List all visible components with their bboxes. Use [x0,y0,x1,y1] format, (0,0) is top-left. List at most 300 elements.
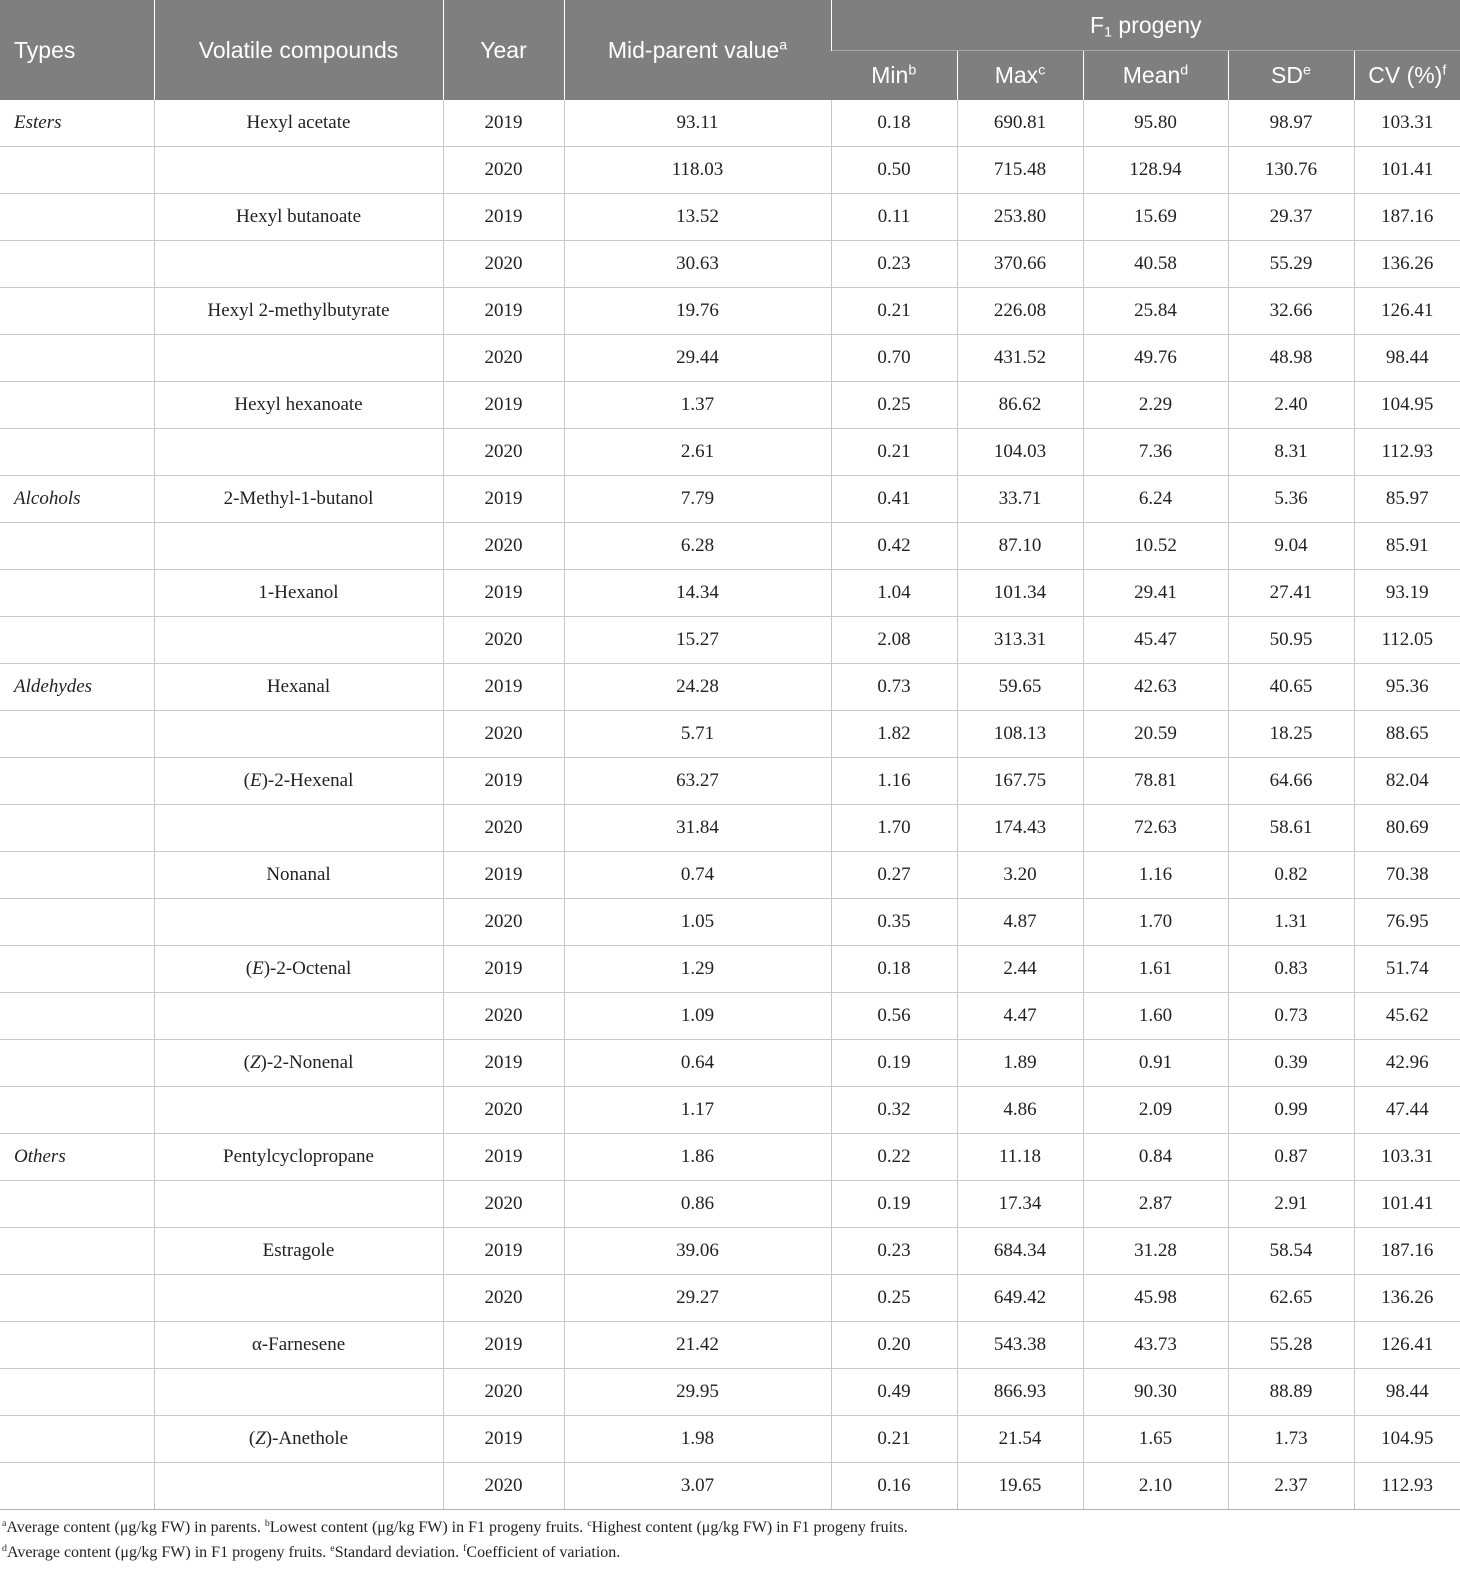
cell-type [0,1275,154,1322]
cell-min: 0.32 [831,1087,957,1134]
cell-sd: 58.54 [1228,1228,1354,1275]
footnote-text: Coefficient of variation. [466,1544,621,1561]
cell-mean: 15.69 [1083,194,1228,241]
cell-compound [154,429,443,476]
cell-year: 2020 [443,617,564,664]
compound-stereo-descriptor: Z [255,1428,266,1449]
header-f1-label: F [1090,11,1105,38]
cell-mean: 2.10 [1083,1463,1228,1510]
cell-mean: 1.61 [1083,946,1228,993]
header-max [957,51,1083,101]
header-min-label: Min [871,62,909,88]
compound-name: Hexyl butanoate [235,206,362,227]
footnote-line-2 [2,1540,1460,1565]
footnote-marker-f: f [1442,62,1447,79]
cell-sd: 0.87 [1228,1134,1354,1181]
cell-min: 0.50 [831,147,957,194]
cell-mid-parent-value: 29.27 [564,1275,831,1322]
cell-mean: 2.09 [1083,1087,1228,1134]
cell-sd: 0.99 [1228,1087,1354,1134]
cell-compound [154,852,443,899]
cell-mean: 6.24 [1083,476,1228,523]
cell-sd: 0.73 [1228,993,1354,1040]
cell-year: 2020 [443,241,564,288]
cell-min: 0.27 [831,852,957,899]
cell-sd: 88.89 [1228,1369,1354,1416]
cell-compound [154,1228,443,1275]
table-row [0,899,1460,946]
cell-type: Others [0,1134,154,1181]
cell-mid-parent-value: 21.42 [564,1322,831,1369]
cell-type [0,1040,154,1087]
header-min [831,51,957,101]
table-row [0,852,1460,899]
table-row [0,429,1460,476]
cell-min: 0.42 [831,523,957,570]
cell-type: Aldehydes [0,664,154,711]
cell-max: 174.43 [957,805,1083,852]
cell-year: 2019 [443,194,564,241]
cell-mean: 20.59 [1083,711,1228,758]
cell-max: 101.34 [957,570,1083,617]
cell-year: 2020 [443,335,564,382]
cell-sd: 55.29 [1228,241,1354,288]
cell-year: 2020 [443,805,564,852]
cell-mean: 95.80 [1083,100,1228,147]
cell-cv: 80.69 [1354,805,1460,852]
cell-mean: 1.60 [1083,993,1228,1040]
table-row [0,241,1460,288]
header-max-label: Max [994,62,1039,88]
compound-stereo-descriptor: Z [249,1052,261,1073]
cell-mid-parent-value: 118.03 [564,147,831,194]
cell-sd: 58.61 [1228,805,1354,852]
compound-prefix: ( [245,958,253,979]
cell-max: 108.13 [957,711,1083,758]
cell-type [0,711,154,758]
header-volatile-compounds: Volatile compounds [154,0,443,100]
cell-mean: 31.28 [1083,1228,1228,1275]
cell-compound [154,1040,443,1087]
cell-max: 431.52 [957,335,1083,382]
cell-mid-parent-value: 0.64 [564,1040,831,1087]
cell-cv: 187.16 [1354,194,1460,241]
footnote-marker: e [330,1543,335,1555]
cell-mean: 25.84 [1083,288,1228,335]
cell-min: 0.16 [831,1463,957,1510]
cell-min: 0.56 [831,993,957,1040]
cell-min: 0.35 [831,899,957,946]
cell-compound [154,993,443,1040]
cell-cv: 98.44 [1354,335,1460,382]
cell-type [0,147,154,194]
cell-mean: 40.58 [1083,241,1228,288]
cell-sd: 98.97 [1228,100,1354,147]
cell-min: 0.73 [831,664,957,711]
compound-stereo-descriptor: E [249,770,262,791]
cell-type [0,1087,154,1134]
compound-prefix: ( [243,770,250,791]
table-row [0,1369,1460,1416]
header-cv-label: CV (%) [1368,62,1443,88]
cell-mean: 10.52 [1083,523,1228,570]
cell-max: 1.89 [957,1040,1083,1087]
cell-sd: 1.73 [1228,1416,1354,1463]
cell-cv: 112.05 [1354,617,1460,664]
cell-compound [154,288,443,335]
cell-type [0,852,154,899]
cell-compound [154,382,443,429]
cell-year: 2020 [443,899,564,946]
footnote-marker: a [2,1518,7,1530]
table-row [0,758,1460,805]
cell-year: 2019 [443,570,564,617]
compound-name: α-Farnesene [251,1334,346,1355]
cell-sd: 8.31 [1228,429,1354,476]
cell-mid-parent-value: 1.98 [564,1416,831,1463]
cell-mean: 1.65 [1083,1416,1228,1463]
cell-mid-parent-value: 29.44 [564,335,831,382]
cell-max: 4.47 [957,993,1083,1040]
cell-mean: 78.81 [1083,758,1228,805]
table-row [0,100,1460,147]
cell-type [0,241,154,288]
footnote-marker: d [2,1543,7,1555]
cell-sd: 2.91 [1228,1181,1354,1228]
cell-sd: 2.40 [1228,382,1354,429]
cell-type [0,194,154,241]
cell-sd: 55.28 [1228,1322,1354,1369]
cell-min: 1.16 [831,758,957,805]
cell-max: 649.42 [957,1275,1083,1322]
cell-cv: 85.91 [1354,523,1460,570]
cell-sd: 50.95 [1228,617,1354,664]
cell-cv: 85.97 [1354,476,1460,523]
cell-cv: 136.26 [1354,241,1460,288]
table-row [0,1416,1460,1463]
cell-compound [154,805,443,852]
cell-sd: 130.76 [1228,147,1354,194]
cell-min: 0.70 [831,335,957,382]
cell-type [0,523,154,570]
header-mid-parent-label: Mid-parent value [607,36,780,63]
cell-min: 1.70 [831,805,957,852]
cell-mean: 42.63 [1083,664,1228,711]
cell-mean: 43.73 [1083,1322,1228,1369]
table-row [0,1463,1460,1510]
cell-min: 1.82 [831,711,957,758]
cell-type [0,805,154,852]
cell-mid-parent-value: 31.84 [564,805,831,852]
cell-compound [154,899,443,946]
cell-mean: 128.94 [1083,147,1228,194]
cell-cv: 126.41 [1354,1322,1460,1369]
cell-type [0,429,154,476]
cell-max: 86.62 [957,382,1083,429]
footnote-marker-e: e [1303,62,1311,79]
cell-max: 33.71 [957,476,1083,523]
cell-compound [154,147,443,194]
compound-name: 1-Hexanol [258,582,339,603]
cell-year: 2019 [443,288,564,335]
cell-mean: 45.47 [1083,617,1228,664]
header-mean-label: Mean [1122,62,1181,88]
cell-compound [154,476,443,523]
cell-type [0,1416,154,1463]
cell-mean: 2.29 [1083,382,1228,429]
cell-mid-parent-value: 30.63 [564,241,831,288]
cell-year: 2020 [443,523,564,570]
cell-max: 690.81 [957,100,1083,147]
cell-year: 2020 [443,711,564,758]
cell-compound [154,1416,443,1463]
footnote-text: Standard deviation. [334,1544,464,1561]
cell-mid-parent-value: 14.34 [564,570,831,617]
cell-compound [154,241,443,288]
cell-sd: 40.65 [1228,664,1354,711]
cell-min: 0.19 [831,1181,957,1228]
cell-mid-parent-value: 1.37 [564,382,831,429]
cell-mid-parent-value: 19.76 [564,288,831,335]
cell-mean: 1.16 [1083,852,1228,899]
cell-sd: 0.39 [1228,1040,1354,1087]
cell-type [0,1369,154,1416]
cell-year: 2019 [443,100,564,147]
cell-type: Esters [0,100,154,147]
cell-cv: 93.19 [1354,570,1460,617]
cell-type [0,946,154,993]
cell-max: 11.18 [957,1134,1083,1181]
cell-compound [154,946,443,993]
cell-cv: 70.38 [1354,852,1460,899]
cell-cv: 104.95 [1354,1416,1460,1463]
header-mean [1083,51,1228,101]
cell-max: 59.65 [957,664,1083,711]
cell-max: 313.31 [957,617,1083,664]
cell-compound [154,1134,443,1181]
table-row [0,1275,1460,1322]
cell-max: 370.66 [957,241,1083,288]
cell-mid-parent-value: 93.11 [564,100,831,147]
compound-stereo-descriptor: E [252,958,264,979]
footnote-line-1 [2,1515,1460,1540]
cell-min: 0.21 [831,1416,957,1463]
cell-mid-parent-value: 0.86 [564,1181,831,1228]
cell-sd: 0.82 [1228,852,1354,899]
cell-mid-parent-value: 39.06 [564,1228,831,1275]
cell-year: 2020 [443,993,564,1040]
cell-mean: 1.70 [1083,899,1228,946]
cell-mid-parent-value: 1.05 [564,899,831,946]
cell-mean: 49.76 [1083,335,1228,382]
cell-sd: 9.04 [1228,523,1354,570]
cell-type [0,1228,154,1275]
cell-type [0,335,154,382]
cell-min: 0.23 [831,241,957,288]
table-row [0,1228,1460,1275]
footnote-text: Highest content (μg/kg FW) in F1 progeny fruits. [591,1519,908,1536]
cell-cv: 104.95 [1354,382,1460,429]
header-f1-progeny [831,0,1460,51]
cell-year: 2019 [443,1040,564,1087]
cell-year: 2019 [443,1322,564,1369]
cell-compound [154,523,443,570]
cell-min: 0.11 [831,194,957,241]
cell-year: 2020 [443,1087,564,1134]
cell-type [0,993,154,1040]
cell-compound [154,570,443,617]
cell-cv: 103.31 [1354,1134,1460,1181]
cell-year: 2019 [443,852,564,899]
cell-max: 4.87 [957,899,1083,946]
table-header [0,0,1460,100]
table-row [0,1322,1460,1369]
cell-compound [154,1087,443,1134]
table-row [0,288,1460,335]
table-row [0,1181,1460,1228]
table-body [0,100,1460,1510]
cell-min: 0.18 [831,100,957,147]
cell-year: 2019 [443,476,564,523]
footnote-marker-c: c [1038,62,1046,79]
cell-cv: 103.31 [1354,100,1460,147]
cell-min: 0.49 [831,1369,957,1416]
cell-compound [154,1322,443,1369]
table-row [0,664,1460,711]
compound-prefix: ( [248,1428,256,1449]
table-row [0,993,1460,1040]
cell-sd: 62.65 [1228,1275,1354,1322]
cell-sd: 18.25 [1228,711,1354,758]
cell-mid-parent-value: 3.07 [564,1463,831,1510]
cell-year: 2019 [443,1134,564,1181]
cell-sd: 5.36 [1228,476,1354,523]
cell-max: 543.38 [957,1322,1083,1369]
cell-min: 0.25 [831,1275,957,1322]
cell-min: 0.21 [831,429,957,476]
cell-type [0,617,154,664]
compound-name: Pentylcyclopropane [223,1146,374,1167]
cell-min: 0.19 [831,1040,957,1087]
cell-mean: 45.98 [1083,1275,1228,1322]
compound-name: )-2-Nonenal [260,1052,354,1073]
cell-cv: 47.44 [1354,1087,1460,1134]
cell-mid-parent-value: 5.71 [564,711,831,758]
cell-type [0,382,154,429]
compound-prefix: ( [243,1052,250,1073]
cell-max: 715.48 [957,147,1083,194]
cell-year: 2019 [443,1228,564,1275]
table-row [0,382,1460,429]
cell-mid-parent-value: 1.17 [564,1087,831,1134]
cell-year: 2020 [443,429,564,476]
cell-compound [154,711,443,758]
cell-cv: 51.74 [1354,946,1460,993]
cell-type [0,758,154,805]
footnote-marker-a: a [779,36,788,53]
cell-min: 0.41 [831,476,957,523]
cell-cv: 98.44 [1354,1369,1460,1416]
cell-year: 2019 [443,664,564,711]
footnote-text: Average content (μg/kg FW) in parents. [6,1519,265,1536]
cell-mid-parent-value: 24.28 [564,664,831,711]
cell-compound [154,1275,443,1322]
compound-name: Hexyl acetate [246,112,351,133]
footnote-text: Lowest content (μg/kg FW) in F1 progeny fruits. [269,1519,588,1536]
cell-mid-parent-value: 1.86 [564,1134,831,1181]
cell-compound [154,100,443,147]
cell-cv: 112.93 [1354,429,1460,476]
table-row [0,805,1460,852]
cell-year: 2020 [443,147,564,194]
header-year: Year [443,0,564,100]
compound-name: Nonanal [266,864,331,885]
cell-min: 0.20 [831,1322,957,1369]
cell-mean: 0.91 [1083,1040,1228,1087]
header-f1-subscript: 1 [1104,24,1113,41]
cell-mean: 2.87 [1083,1181,1228,1228]
cell-min: 0.23 [831,1228,957,1275]
compound-name: )-2-Octenal [263,958,352,979]
cell-compound [154,758,443,805]
cell-cv: 76.95 [1354,899,1460,946]
cell-sd: 0.83 [1228,946,1354,993]
cell-min: 0.21 [831,288,957,335]
cell-year: 2019 [443,946,564,993]
table-row [0,1134,1460,1181]
cell-compound [154,194,443,241]
cell-cv: 136.26 [1354,1275,1460,1322]
cell-mid-parent-value: 63.27 [564,758,831,805]
cell-cv: 88.65 [1354,711,1460,758]
cell-cv: 187.16 [1354,1228,1460,1275]
header-progeny-label: progeny [1112,11,1202,38]
cell-type [0,1322,154,1369]
cell-compound [154,664,443,711]
cell-compound [154,1463,443,1510]
header-types: Types [0,0,154,100]
cell-cv: 42.96 [1354,1040,1460,1087]
cell-mid-parent-value: 29.95 [564,1369,831,1416]
cell-mean: 90.30 [1083,1369,1228,1416]
cell-cv: 82.04 [1354,758,1460,805]
compound-name: Hexyl 2-methylbutyrate [207,300,390,321]
cell-year: 2019 [443,382,564,429]
cell-cv: 126.41 [1354,288,1460,335]
cell-max: 3.20 [957,852,1083,899]
table-row [0,1040,1460,1087]
cell-cv: 101.41 [1354,147,1460,194]
cell-mean: 7.36 [1083,429,1228,476]
table-row [0,570,1460,617]
table-row [0,711,1460,758]
cell-min: 1.04 [831,570,957,617]
footnote-marker-d: d [1180,62,1189,79]
cell-year: 2019 [443,758,564,805]
cell-type: Alcohols [0,476,154,523]
cell-compound [154,1181,443,1228]
footnote-marker: f [463,1543,467,1555]
cell-year: 2019 [443,1416,564,1463]
compound-name: )-Anethole [265,1428,349,1449]
table-row [0,1087,1460,1134]
cell-cv: 95.36 [1354,664,1460,711]
cell-mid-parent-value: 1.29 [564,946,831,993]
cell-type [0,1181,154,1228]
cell-cv: 101.41 [1354,1181,1460,1228]
table-row [0,335,1460,382]
cell-max: 4.86 [957,1087,1083,1134]
